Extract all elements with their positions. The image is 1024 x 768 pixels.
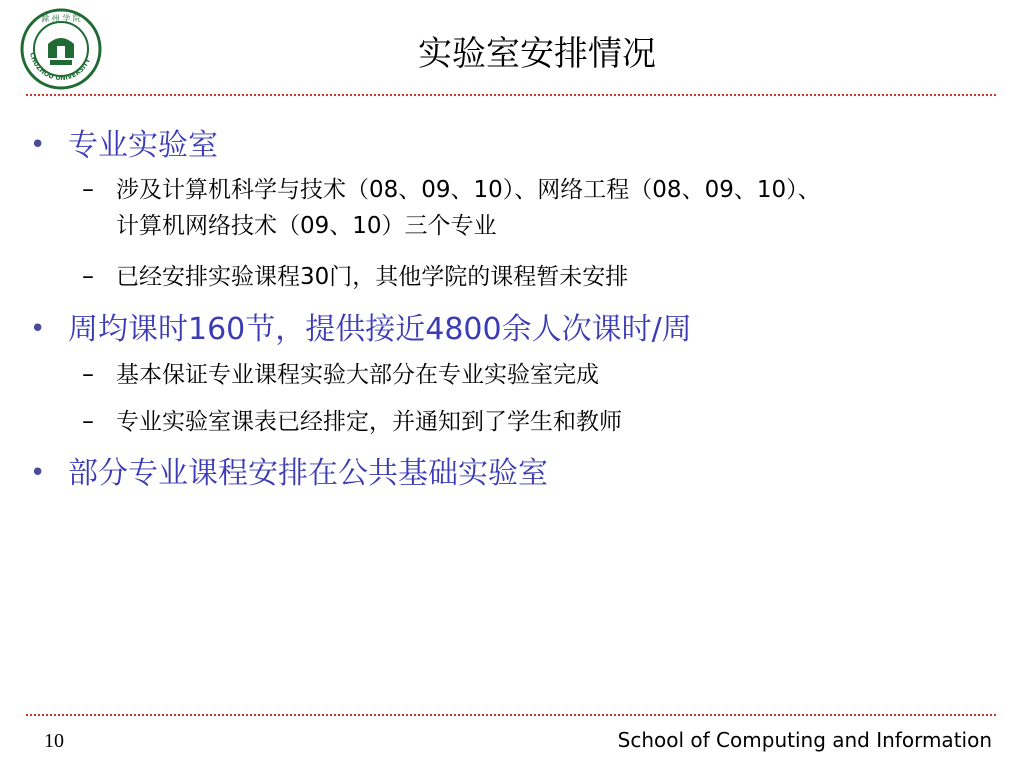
footer-text: School of Computing and Information: [617, 728, 992, 752]
sub-bullet-text: 基本保证专业课程实验大部分在专业实验室完成: [116, 362, 599, 388]
logo-year: 1950: [53, 67, 69, 74]
bullet-marker: •: [30, 458, 46, 488]
sub-bullet-item: [82, 172, 821, 244]
slide-title: 实验室安排情况: [418, 34, 656, 74]
sub-bullet-item: [82, 259, 628, 295]
sub-bullet-text: 专业实验室课表已经排定，并通知到了学生和教师: [116, 409, 622, 435]
sub-bullet-marker: –: [82, 175, 94, 203]
page-number: 10: [44, 730, 64, 752]
bullet-item: [30, 312, 692, 348]
bullet-text: 专业实验室: [68, 128, 218, 163]
top-divider: [26, 94, 996, 96]
bullet-text: 部分专业课程安排在公共基础实验室: [68, 456, 548, 491]
sub-bullet-item: [82, 357, 599, 393]
sub-bullet-text: [116, 172, 821, 244]
svg-text:滁 州 学 院: 滁 州 学 院: [41, 14, 81, 23]
sub-bullet-marker: –: [82, 262, 94, 290]
sub-bullet-line: 涉及计算机科学与技术（08、09、10）、网络工程（08、09、10）、: [116, 177, 821, 203]
bullet-item: [30, 128, 218, 164]
bullet-marker: •: [30, 314, 46, 344]
logo-ring-text: CHUZHOU UNIVERSITY: [28, 51, 93, 83]
bottom-divider: [26, 714, 996, 716]
sub-bullet-marker: –: [82, 407, 94, 435]
bullet-text: 周均课时160节，提供接近4800余人次课时/周: [68, 312, 692, 347]
bullet-marker: •: [30, 130, 46, 160]
sub-bullet-marker: –: [82, 360, 94, 388]
bullet-item: [30, 456, 548, 492]
sub-bullet-line: 计算机网络技术（09、10）三个专业: [116, 213, 497, 239]
sub-bullet-text: 已经安排实验课程30门，其他学院的课程暂未安排: [116, 264, 629, 290]
sub-bullet-item: [82, 404, 622, 440]
